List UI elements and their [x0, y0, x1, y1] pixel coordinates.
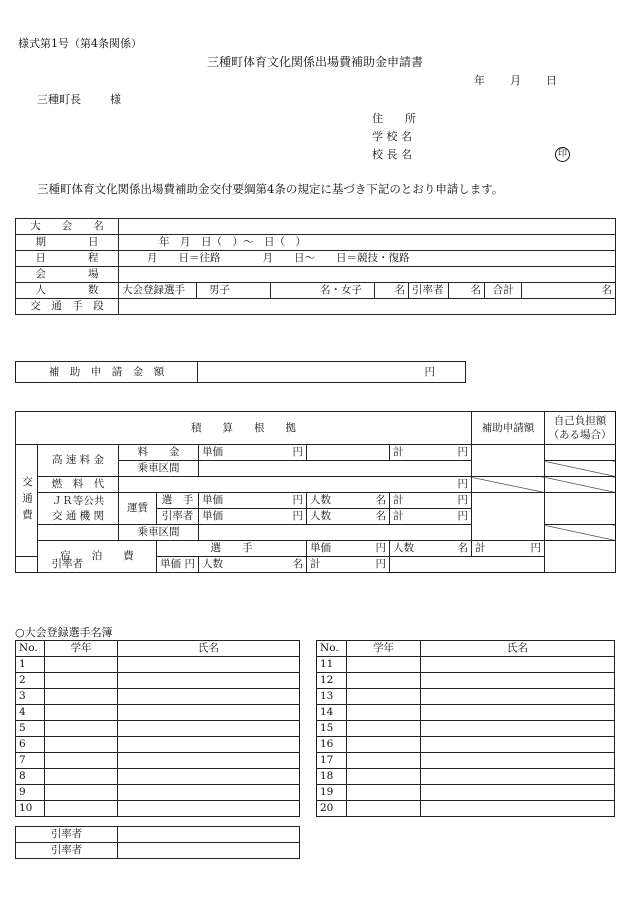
row-number: 14	[317, 705, 347, 721]
table-row	[16, 737, 300, 753]
count-unit: 名	[375, 494, 386, 506]
toll-unit-price[interactable]	[199, 445, 307, 461]
jr-leader-count[interactable]	[307, 509, 390, 525]
table-row	[16, 769, 300, 785]
grade-field[interactable]	[347, 769, 421, 785]
leader-label: 引率者	[409, 283, 449, 299]
table-row	[16, 673, 300, 689]
count-unit: 名	[457, 542, 468, 554]
table-row	[317, 801, 615, 817]
transport-cost-label: 交通費	[16, 445, 38, 557]
count-unit: 名	[375, 510, 386, 522]
grade-field[interactable]	[347, 737, 421, 753]
lodging-subsidy-field[interactable]	[545, 541, 616, 573]
cost-breakdown-table	[15, 411, 616, 573]
subsidy-amount-label: 補 助 申 請 金 額	[16, 362, 198, 383]
row-number: 8	[16, 769, 45, 785]
grade-field[interactable]	[347, 705, 421, 721]
yen-label: 円	[457, 446, 468, 458]
col-name-header: 氏名	[421, 641, 615, 657]
date-month: 月	[510, 74, 521, 87]
schedule-field[interactable]: 月 日＝往路 月 日～ 日＝競技・復路	[119, 251, 616, 267]
table-row	[317, 769, 615, 785]
event-info-table	[15, 218, 616, 315]
total-label: 計	[393, 446, 404, 458]
table-row	[317, 673, 615, 689]
lodging-label: 宿 泊 費	[38, 541, 157, 573]
row-number: 6	[16, 737, 45, 753]
event-name-field[interactable]	[119, 219, 616, 235]
school-label: 学 校 名	[372, 130, 412, 143]
jr-athlete-unit-price[interactable]	[199, 493, 307, 509]
table-row	[16, 801, 300, 817]
lodging-athlete-total[interactable]	[472, 541, 545, 557]
table-row	[16, 827, 300, 843]
transport-field[interactable]	[119, 299, 616, 315]
subsidy-amount-field[interactable]: 円	[198, 362, 466, 383]
diagonal-slash	[545, 461, 616, 477]
lodging-leader-label: 引率者	[16, 557, 119, 573]
leader-label: 引率者	[16, 843, 118, 859]
lodging-athlete-unit-price[interactable]	[307, 541, 390, 557]
yen-label: 円	[457, 510, 468, 522]
total-label: 計	[393, 494, 404, 506]
form-number: 様式第1号（第4条関係）	[18, 37, 142, 50]
name-field[interactable]	[421, 769, 615, 785]
table-row	[16, 705, 300, 721]
count-unit: 名	[292, 558, 303, 570]
jr-athlete-label: 選 手	[157, 493, 199, 509]
row-number: 2	[16, 673, 45, 689]
name-field[interactable]	[118, 721, 300, 737]
roster-table-left	[15, 640, 300, 817]
total-label: 合計	[485, 283, 522, 299]
yen-label: 円	[375, 542, 386, 554]
yen-label: 円	[184, 558, 195, 570]
total-label: 計	[475, 542, 486, 554]
row-number: 16	[317, 737, 347, 753]
name-field[interactable]	[421, 689, 615, 705]
name-field[interactable]	[421, 737, 615, 753]
diagonal-slash	[545, 525, 616, 541]
toll-blank[interactable]	[307, 445, 390, 461]
row-number: 19	[317, 785, 347, 801]
roster-title: ○大会登録選手名簿	[15, 626, 113, 639]
toll-label: 料 金	[119, 445, 199, 461]
total-count-field[interactable]: 名	[522, 283, 616, 299]
grade-field[interactable]	[45, 785, 118, 801]
self-pay-header-line2: （ある場合）	[548, 429, 612, 441]
female-count-field[interactable]: 名	[375, 283, 409, 299]
calculation-basis-header: 積 算 根 拠	[16, 412, 472, 445]
toll-total[interactable]	[390, 445, 472, 461]
seal-char: 印	[555, 147, 570, 162]
unit-price-label: 単価	[202, 446, 223, 458]
name-field[interactable]	[421, 785, 615, 801]
yen-label: 円	[292, 494, 303, 506]
count-label: 人数	[202, 558, 223, 570]
col-grade-header: 学年	[347, 641, 421, 657]
male-label: 男子	[197, 283, 271, 299]
subsidy-amount-header: 補助申請額	[472, 412, 545, 445]
col-name-header: 氏名	[118, 641, 300, 657]
name-field[interactable]	[118, 705, 300, 721]
leader-count-field[interactable]: 名	[449, 283, 485, 299]
unit-price-label: 単価	[310, 542, 331, 554]
lodging-leader-unit-price[interactable]	[157, 557, 199, 573]
roster-table-right	[316, 640, 615, 817]
grade-field[interactable]	[347, 753, 421, 769]
col-no-header: No.	[16, 641, 45, 657]
row-number: 20	[317, 801, 347, 817]
col-grade-header: 学年	[45, 641, 118, 657]
col-no-header: No.	[317, 641, 347, 657]
addressee: 三種町長	[37, 93, 81, 106]
name-field[interactable]	[118, 769, 300, 785]
jr-section-spacer	[38, 525, 119, 541]
table-row	[16, 843, 300, 859]
jr-label	[38, 493, 119, 525]
table-row	[317, 689, 615, 705]
name-field[interactable]	[118, 753, 300, 769]
highway-self-pay-field[interactable]	[545, 445, 616, 461]
self-pay-header-line1: 自己負担額	[553, 415, 607, 427]
name-field[interactable]	[421, 673, 615, 689]
yen-label: 円	[457, 494, 468, 506]
application-statement: 三種町体育文化関係出場費補助金交付要綱第4条の規定に基づき下記のとおり申請します。	[37, 182, 504, 196]
venue-field[interactable]	[119, 267, 616, 283]
jr-self-pay-field[interactable]	[545, 493, 616, 525]
period-label: 期 日	[16, 235, 119, 251]
grade-field[interactable]	[45, 689, 118, 705]
registered-athletes-label: 大会登録選手	[119, 283, 197, 299]
row-number: 18	[317, 769, 347, 785]
diagonal-slash	[545, 477, 616, 493]
fuel-label: 燃 料 代	[38, 477, 119, 493]
row-number: 12	[317, 673, 347, 689]
row-number: 9	[16, 785, 45, 801]
table-row	[317, 737, 615, 753]
yen-label: 円	[375, 558, 386, 570]
grade-field[interactable]	[45, 801, 118, 817]
diagonal-slash	[472, 477, 545, 493]
jr-section-label: 乗車区間	[119, 525, 199, 541]
jr-leader-total[interactable]	[390, 509, 472, 525]
honorific: 様	[110, 93, 121, 106]
jr-athlete-total[interactable]	[390, 493, 472, 509]
highway-section-label: 乗車区間	[119, 461, 199, 477]
yen-label: 円	[292, 510, 303, 522]
grade-field[interactable]	[347, 721, 421, 737]
address-label: 住 所	[372, 112, 416, 125]
grade-field[interactable]	[45, 673, 118, 689]
yen-label: 円	[530, 542, 541, 554]
document-title: 三種町体育文化関係出場費補助金申請書	[206, 55, 423, 69]
name-field[interactable]	[421, 721, 615, 737]
lodging-athlete-count[interactable]	[390, 541, 472, 557]
name-field[interactable]	[421, 705, 615, 721]
count-label: 人数	[310, 494, 331, 506]
table-row	[317, 785, 615, 801]
table-row	[16, 657, 300, 673]
grade-field[interactable]	[347, 785, 421, 801]
table-row	[16, 785, 300, 801]
venue-label: 会 場	[16, 267, 119, 283]
unit-price-label: 単価	[202, 494, 223, 506]
people-label: 人 数	[16, 283, 119, 299]
leader-label: 引率者	[16, 827, 118, 843]
leader-table	[15, 826, 300, 859]
grade-field[interactable]	[347, 673, 421, 689]
date-day: 日	[546, 74, 557, 87]
name-field[interactable]	[118, 689, 300, 705]
count-label: 人数	[310, 510, 331, 522]
male-count-field[interactable]: 名・女子	[271, 283, 375, 299]
fuel-field[interactable]: 円	[119, 477, 472, 493]
subsidy-amount-box	[15, 361, 466, 383]
fare-label: 運賃	[119, 493, 157, 525]
row-number: 17	[317, 753, 347, 769]
grade-field[interactable]	[45, 769, 118, 785]
row-number: 10	[16, 801, 45, 817]
count-label: 人数	[393, 542, 414, 554]
seal-mark	[555, 146, 570, 162]
highway-section-field[interactable]	[199, 461, 472, 477]
row-number: 5	[16, 721, 45, 737]
event-name-label: 大 会 名	[16, 219, 119, 235]
lodging-leader-total[interactable]	[307, 557, 390, 573]
jr-leader-label: 引率者	[157, 509, 199, 525]
name-field[interactable]	[118, 801, 300, 817]
jr-leader-unit-price[interactable]	[199, 509, 307, 525]
total-label: 計	[393, 510, 404, 522]
jr-athlete-count[interactable]	[307, 493, 390, 509]
table-row	[317, 721, 615, 737]
jr-section-field[interactable]	[199, 525, 472, 541]
leader-name-field[interactable]	[118, 843, 300, 859]
grade-field[interactable]	[45, 657, 118, 673]
name-field[interactable]	[118, 657, 300, 673]
table-row	[16, 721, 300, 737]
unit-price-label: 単価	[160, 558, 181, 570]
grade-field[interactable]	[347, 801, 421, 817]
lodging-athlete-label: 選 手	[157, 541, 307, 557]
grade-field[interactable]	[45, 753, 118, 769]
name-field[interactable]	[118, 785, 300, 801]
jr-label-line2: 交 通 機 関	[51, 509, 104, 522]
self-pay-header	[545, 412, 616, 445]
name-field[interactable]	[118, 737, 300, 753]
highway-subsidy-field[interactable]	[472, 445, 545, 477]
highway-label: 高 速 料 金	[38, 445, 119, 477]
grade-field[interactable]	[45, 705, 118, 721]
lodging-leader-count[interactable]	[199, 557, 307, 573]
schedule-label: 日 程	[16, 251, 119, 267]
row-number: 7	[16, 753, 45, 769]
row-number: 4	[16, 705, 45, 721]
yen-label: 円	[292, 446, 303, 458]
jr-subsidy-field[interactable]	[472, 493, 545, 541]
row-number: 1	[16, 657, 45, 673]
principal-label: 校 長 名	[372, 148, 412, 161]
row-number: 15	[317, 721, 347, 737]
transport-label: 交 通 手 段	[16, 299, 119, 315]
table-row	[317, 705, 615, 721]
grade-field[interactable]	[347, 657, 421, 673]
table-row	[317, 753, 615, 769]
name-field[interactable]	[118, 673, 300, 689]
jr-label-line1: ＪＲ等公共	[51, 494, 105, 507]
period-field[interactable]: 年 月 日（ ）～ 日（ ）	[119, 235, 616, 251]
name-field[interactable]	[421, 753, 615, 769]
table-row	[16, 753, 300, 769]
total-label: 計	[310, 558, 321, 570]
unit-price-label: 単価	[202, 510, 223, 522]
grade-field[interactable]	[45, 721, 118, 737]
date-year: 年	[474, 74, 485, 87]
grade-field[interactable]	[347, 689, 421, 705]
name-field[interactable]	[421, 801, 615, 817]
row-number: 3	[16, 689, 45, 705]
row-number: 13	[317, 689, 347, 705]
name-field[interactable]	[421, 657, 615, 673]
row-number: 11	[317, 657, 347, 673]
leader-name-field[interactable]	[118, 827, 300, 843]
grade-field[interactable]	[45, 737, 118, 753]
table-row	[317, 657, 615, 673]
table-row	[16, 689, 300, 705]
